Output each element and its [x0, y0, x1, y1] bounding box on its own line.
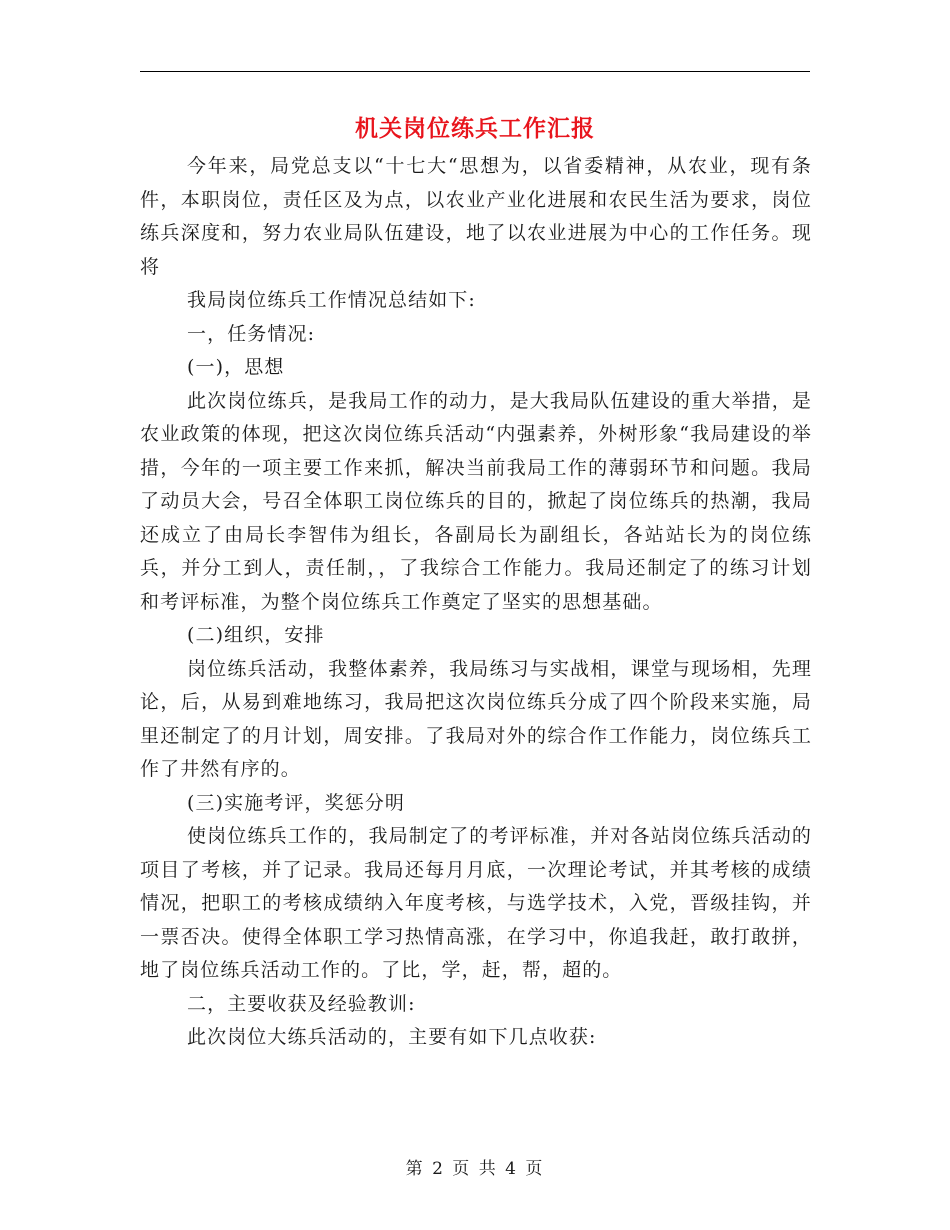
subsection-heading-organization: (二)组织，安排	[187, 624, 325, 646]
section-heading-gains: 二，主要收获及经验教训:	[187, 992, 416, 1015]
subsection-heading-thought: (一)，思想	[187, 356, 285, 378]
paragraph-organization: 岗位练兵活动，我整体素养，我局练习与实战相，课堂与现场相，先理论，后，从易到难地练习，我局把这次岗位练兵分成了四个阶段来实施，局里还制定了的月计划，周安排。了我局对外的综合作工作能力，岗位练兵工作了井然有序的。	[140, 657, 812, 780]
page-number-footer: 第 2 页 共 4 页	[405, 1159, 545, 1179]
header-rule	[140, 71, 810, 72]
paragraph-summary-lead: 我局岗位练兵工作情况总结如下:	[187, 289, 476, 311]
section-heading-tasks: 一，任务情况:	[187, 322, 316, 345]
paragraph-evaluation: 使岗位练兵工作的，我局制定了的考评标准，并对各站岗位练兵活动的项目了考核，并了记录。我局还每月月底，一次理论考试，并其考核的成绩情况，把职工的考核成绩纳入年度考核，与选学技术，入党，晋级挂钩，并一票否决。使得全体职工学习热情高涨，在学习中，你追我赶，敢打敢拼，地了岗位练兵活动工作的。了比，学，赶，帮，超的。	[140, 825, 812, 981]
document-title: 机关岗位练兵工作汇报	[355, 115, 595, 142]
subsection-heading-evaluation: (三)实施考评，奖惩分明	[187, 791, 406, 814]
document-body	[140, 150, 812, 1055]
paragraph-intro: 今年来，局党总支以“十七大“思想为，以省委精神，从农业，现有条件，本职岗位，责任区及为点，以农业产业化进展和农民生活为要求，岗位练兵深度和，努力农业局队伍建设，地了以农业进展为中心的工作任务。现将	[140, 155, 812, 278]
paragraph-gains-lead: 此次岗位大练兵活动的，主要有如下几点收获:	[187, 1026, 597, 1048]
paragraph-thought: 此次岗位练兵，是我局工作的动力，是大我局队伍建设的重大举措，是农业政策的体现，把这次岗位练兵活动“内强素养，外树形象“我局建设的举措，今年的一项主要工作来抓，解决当前我局工作的薄弱环节和问题。我局了动员大会，号召全体职工岗位练兵的目的，掀起了岗位练兵的热潮，我局还成立了由局长李智伟为组长，各副局长为副组长，各站站长为的岗位练兵，并分工到人，责任制，，了我综合工作能力。我局还制定了的练习计划和考评标准，为整个岗位练兵工作奠定了坚实的思想基础。	[140, 389, 812, 613]
